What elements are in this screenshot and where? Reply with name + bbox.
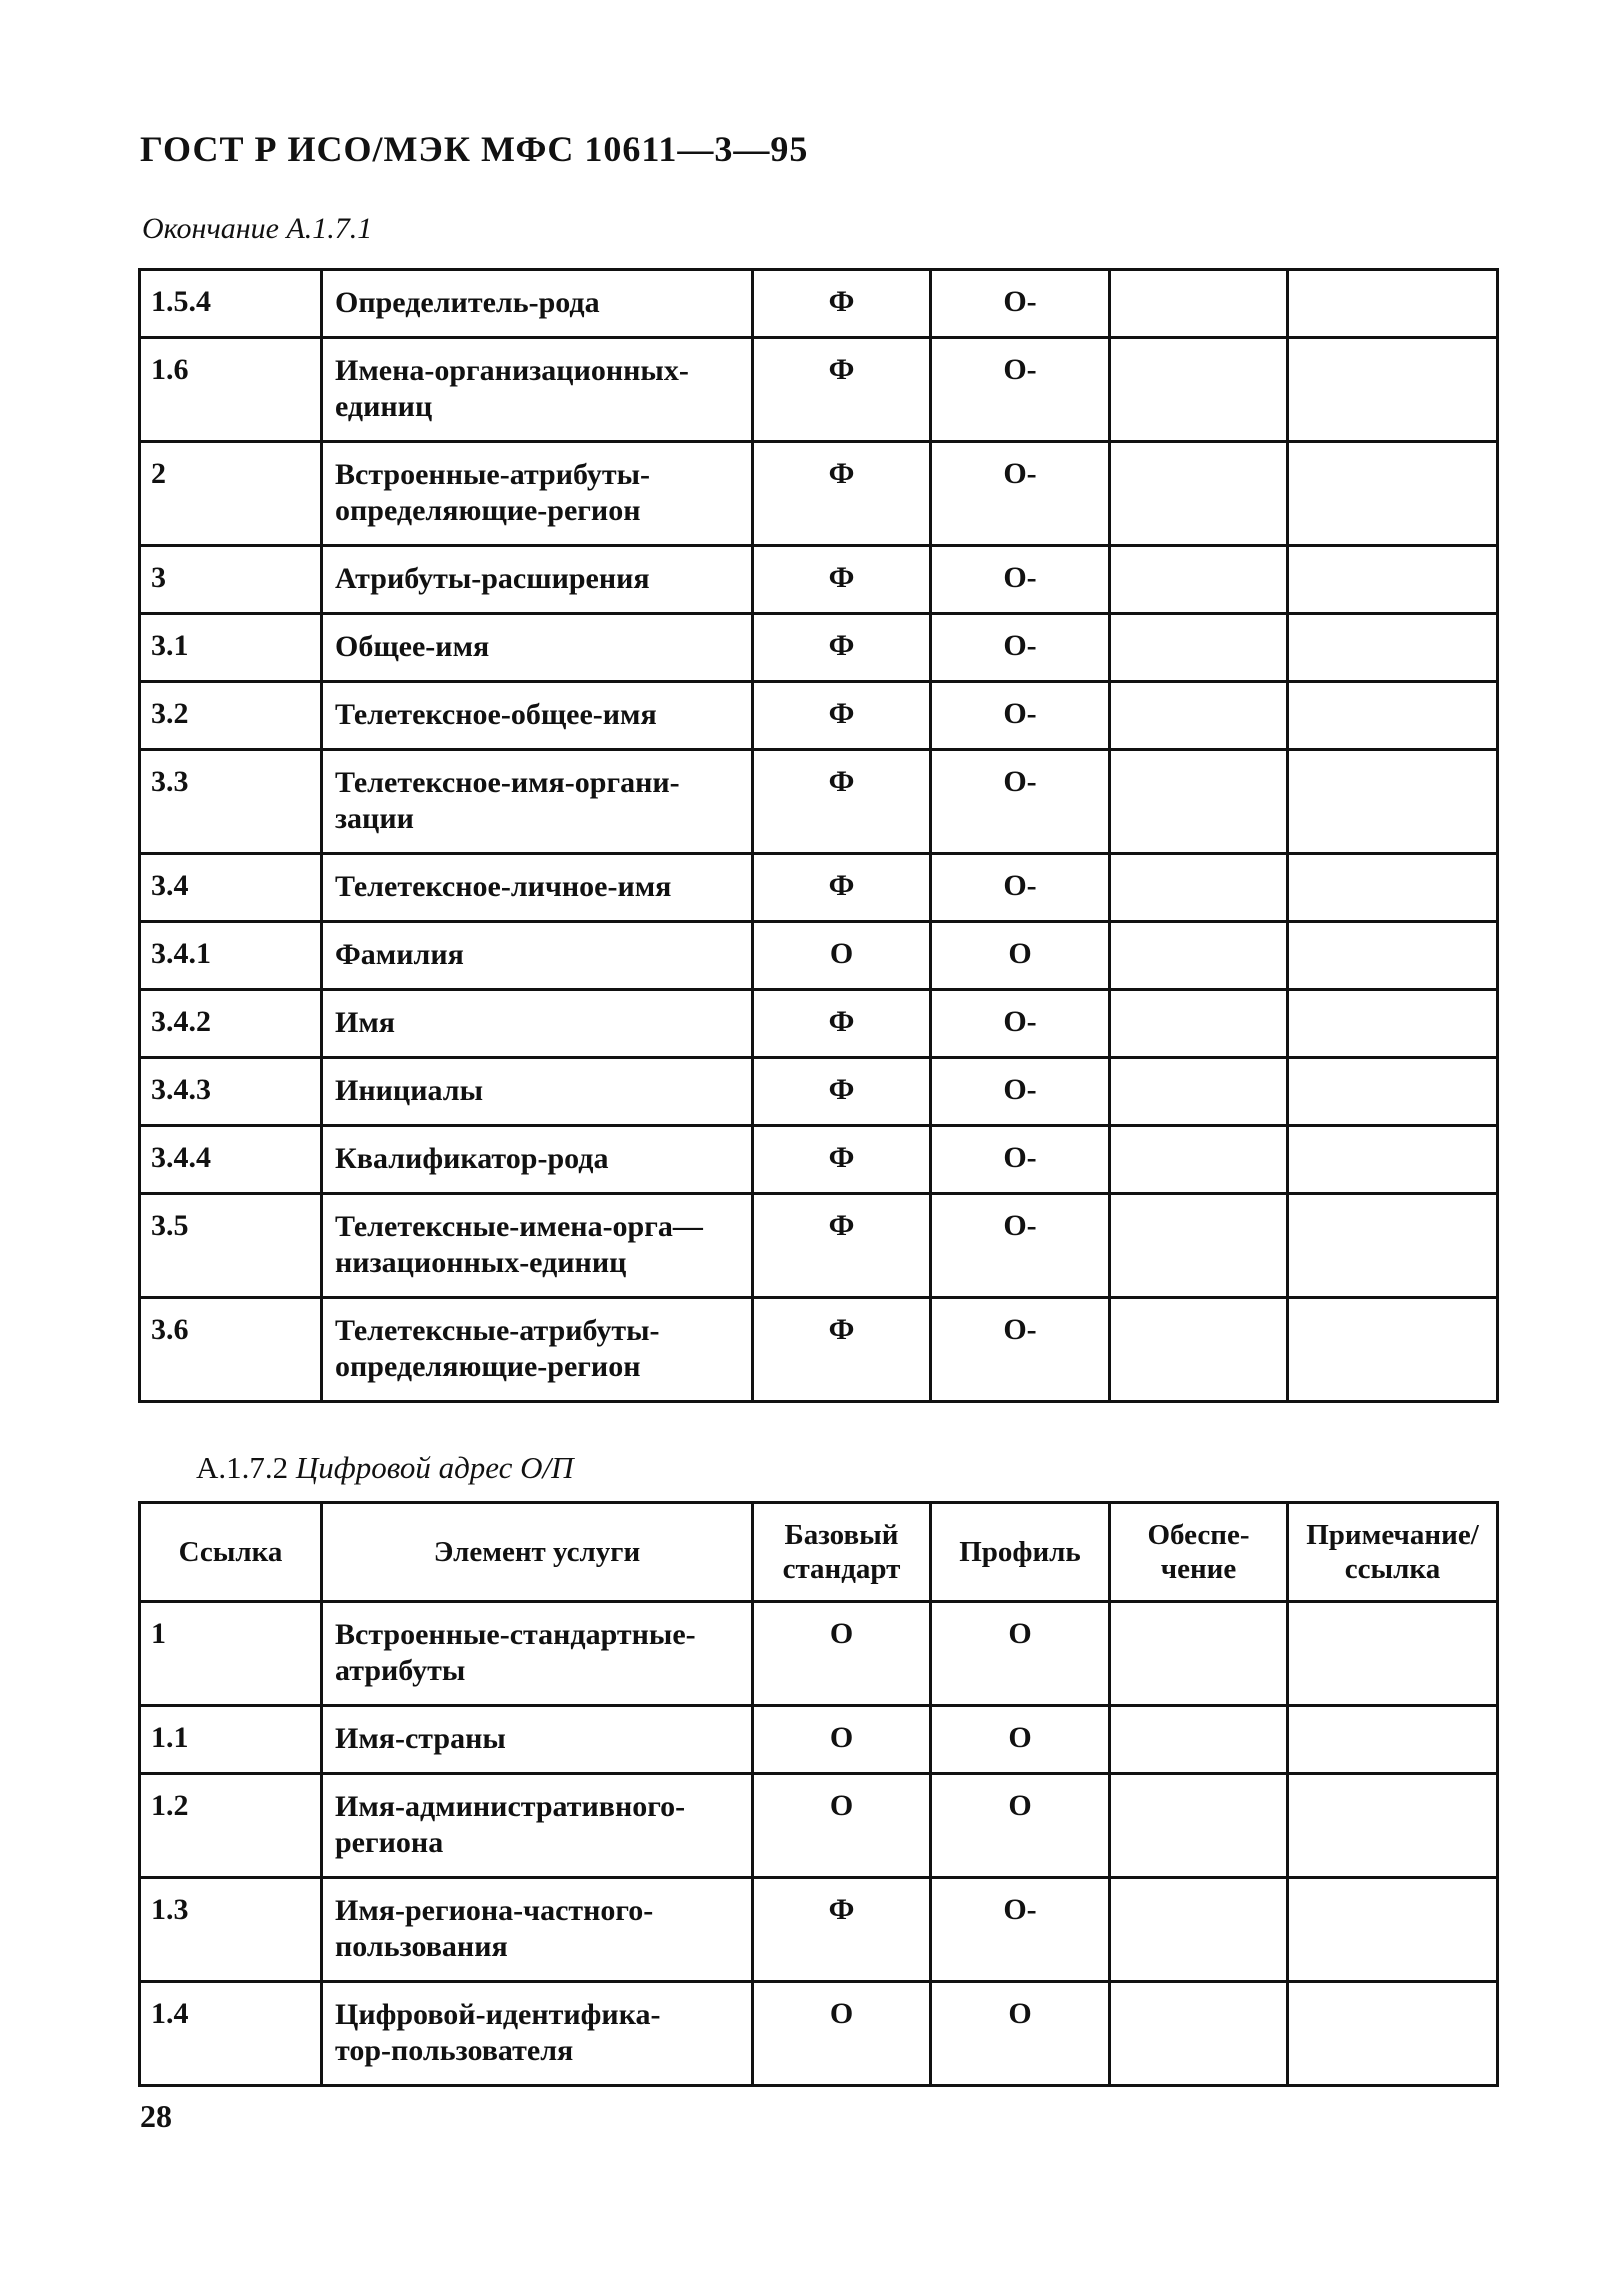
cell-profile: О xyxy=(931,1602,1110,1706)
cell-note xyxy=(1288,270,1498,338)
cell-note xyxy=(1288,1298,1498,1402)
cell-element: Встроенные-стандартные- атрибуты xyxy=(322,1602,753,1706)
cell-note xyxy=(1288,442,1498,546)
table-row xyxy=(140,1126,1498,1194)
cell-profile: О- xyxy=(931,270,1110,338)
cell-base: О xyxy=(753,1706,931,1774)
cell-note xyxy=(1288,682,1498,750)
cell-base: О xyxy=(753,922,931,990)
table-continuation-a171 xyxy=(138,268,1499,1403)
table-a172 xyxy=(138,1501,1499,2087)
cell-support xyxy=(1110,1878,1288,1982)
cell-note xyxy=(1288,1706,1498,1774)
cell-base: Ф xyxy=(753,750,931,854)
cell-profile: О xyxy=(931,1774,1110,1878)
cell-ref: 3.4.4 xyxy=(140,1126,322,1194)
cell-profile: О- xyxy=(931,1058,1110,1126)
table-row xyxy=(140,1058,1498,1126)
cell-note xyxy=(1288,990,1498,1058)
cell-note xyxy=(1288,1058,1498,1126)
cell-ref: 3.5 xyxy=(140,1194,322,1298)
cell-ref: 3.6 xyxy=(140,1298,322,1402)
table-row xyxy=(140,546,1498,614)
cell-base: О xyxy=(753,1982,931,2086)
cell-element: Определитель-рода xyxy=(322,270,753,338)
cell-element: Квалификатор-рода xyxy=(322,1126,753,1194)
section-a172-title xyxy=(196,1450,574,1486)
header-profile: Профиль xyxy=(931,1503,1110,1602)
cell-note xyxy=(1288,546,1498,614)
cell-note xyxy=(1288,750,1498,854)
cell-support xyxy=(1110,1126,1288,1194)
cell-profile: О- xyxy=(931,682,1110,750)
header-element: Элемент услуги xyxy=(322,1503,753,1602)
cell-element: Имя xyxy=(322,990,753,1058)
table-row xyxy=(140,614,1498,682)
cell-element: Телетексные-атрибуты- определяющие-регион xyxy=(322,1298,753,1402)
cell-element: Телетексное-имя-органи- зации xyxy=(322,750,753,854)
cell-base: Ф xyxy=(753,1058,931,1126)
cell-ref: 1.4 xyxy=(140,1982,322,2086)
cell-base: Ф xyxy=(753,682,931,750)
cell-ref: 3.3 xyxy=(140,750,322,854)
cell-ref: 1.1 xyxy=(140,1706,322,1774)
page-number: 28 xyxy=(140,2098,172,2134)
cell-ref: 3 xyxy=(140,546,322,614)
table-row xyxy=(140,854,1498,922)
table-row xyxy=(140,1982,1498,2086)
cell-support xyxy=(1110,546,1288,614)
table-row xyxy=(140,1298,1498,1402)
cell-support xyxy=(1110,682,1288,750)
cell-support xyxy=(1110,922,1288,990)
cell-note xyxy=(1288,922,1498,990)
table-row xyxy=(140,682,1498,750)
table1-caption: Окончание А.1.7.1 xyxy=(142,212,373,245)
cell-element: Инициалы xyxy=(322,1058,753,1126)
cell-profile: О xyxy=(931,1982,1110,2086)
cell-base: Ф xyxy=(753,854,931,922)
cell-base: Ф xyxy=(753,270,931,338)
cell-base: Ф xyxy=(753,1878,931,1982)
cell-element: Телетексное-личное-имя xyxy=(322,854,753,922)
cell-note xyxy=(1288,854,1498,922)
section-name: Цифровой адрес О/П xyxy=(295,1450,574,1485)
cell-profile: О- xyxy=(931,854,1110,922)
table-row xyxy=(140,1774,1498,1878)
document-header: ГОСТ Р ИСО/МЭК МФС 10611—3—95 xyxy=(140,129,809,169)
table-row xyxy=(140,990,1498,1058)
cell-base: О xyxy=(753,1774,931,1878)
cell-ref: 3.4.2 xyxy=(140,990,322,1058)
cell-support xyxy=(1110,1194,1288,1298)
cell-support xyxy=(1110,1706,1288,1774)
cell-note xyxy=(1288,338,1498,442)
cell-note xyxy=(1288,614,1498,682)
cell-element: Общее-имя xyxy=(322,614,753,682)
cell-base: Ф xyxy=(753,1194,931,1298)
cell-profile: О- xyxy=(931,442,1110,546)
cell-profile: О xyxy=(931,922,1110,990)
cell-note xyxy=(1288,1774,1498,1878)
cell-ref: 2 xyxy=(140,442,322,546)
cell-element: Телетексное-общее-имя xyxy=(322,682,753,750)
cell-element: Имя-региона-частного- пользования xyxy=(322,1878,753,1982)
table-row xyxy=(140,1706,1498,1774)
cell-element: Телетексные-имена-орга— низационных-единиц xyxy=(322,1194,753,1298)
cell-ref: 1 xyxy=(140,1602,322,1706)
cell-ref: 3.4.1 xyxy=(140,922,322,990)
cell-note xyxy=(1288,1602,1498,1706)
cell-profile: О- xyxy=(931,1298,1110,1402)
table-row xyxy=(140,338,1498,442)
cell-support xyxy=(1110,1602,1288,1706)
cell-note xyxy=(1288,1878,1498,1982)
cell-element: Имена-организационных- единиц xyxy=(322,338,753,442)
table-row xyxy=(140,442,1498,546)
cell-support xyxy=(1110,614,1288,682)
cell-element: Имя-административного- региона xyxy=(322,1774,753,1878)
table-row xyxy=(140,1602,1498,1706)
section-number: А.1.7.2 xyxy=(196,1450,289,1485)
cell-ref: 1.3 xyxy=(140,1878,322,1982)
cell-element: Атрибуты-расширения xyxy=(322,546,753,614)
cell-profile: О- xyxy=(931,750,1110,854)
cell-base: Ф xyxy=(753,1298,931,1402)
cell-base: Ф xyxy=(753,546,931,614)
cell-base: Ф xyxy=(753,338,931,442)
cell-profile: О- xyxy=(931,614,1110,682)
cell-profile: О- xyxy=(931,990,1110,1058)
cell-support xyxy=(1110,1058,1288,1126)
cell-support xyxy=(1110,270,1288,338)
cell-profile: О- xyxy=(931,1126,1110,1194)
cell-profile: О xyxy=(931,1706,1110,1774)
cell-support xyxy=(1110,1982,1288,2086)
cell-note xyxy=(1288,1194,1498,1298)
cell-support xyxy=(1110,990,1288,1058)
cell-ref: 1.5.4 xyxy=(140,270,322,338)
cell-profile: О- xyxy=(931,338,1110,442)
cell-element: Имя-страны xyxy=(322,1706,753,1774)
header-note: Примечание/ ссылка xyxy=(1288,1503,1498,1602)
cell-note xyxy=(1288,1126,1498,1194)
cell-ref: 1.6 xyxy=(140,338,322,442)
cell-note xyxy=(1288,1982,1498,2086)
header-support: Обеспе- чение xyxy=(1110,1503,1288,1602)
cell-support xyxy=(1110,750,1288,854)
cell-base: Ф xyxy=(753,614,931,682)
cell-ref: 3.4.3 xyxy=(140,1058,322,1126)
cell-ref: 3.4 xyxy=(140,854,322,922)
cell-support xyxy=(1110,854,1288,922)
cell-base: Ф xyxy=(753,442,931,546)
cell-profile: О- xyxy=(931,1194,1110,1298)
cell-element: Фамилия xyxy=(322,922,753,990)
table-header-row xyxy=(140,1503,1498,1602)
table-row xyxy=(140,1878,1498,1982)
cell-ref: 1.2 xyxy=(140,1774,322,1878)
table-row xyxy=(140,922,1498,990)
header-ref: Ссылка xyxy=(140,1503,322,1602)
table-row xyxy=(140,750,1498,854)
cell-support xyxy=(1110,338,1288,442)
cell-element: Цифровой-идентифика- тор-пользователя xyxy=(322,1982,753,2086)
cell-base: О xyxy=(753,1602,931,1706)
cell-ref: 3.2 xyxy=(140,682,322,750)
cell-support xyxy=(1110,442,1288,546)
header-base: Базовый стандарт xyxy=(753,1503,931,1602)
table-row xyxy=(140,270,1498,338)
cell-profile: О- xyxy=(931,546,1110,614)
cell-ref: 3.1 xyxy=(140,614,322,682)
cell-support xyxy=(1110,1298,1288,1402)
cell-support xyxy=(1110,1774,1288,1878)
cell-element: Встроенные-атрибуты- определяющие-регион xyxy=(322,442,753,546)
cell-base: Ф xyxy=(753,1126,931,1194)
table-row xyxy=(140,1194,1498,1298)
cell-profile: О- xyxy=(931,1878,1110,1982)
cell-base: Ф xyxy=(753,990,931,1058)
